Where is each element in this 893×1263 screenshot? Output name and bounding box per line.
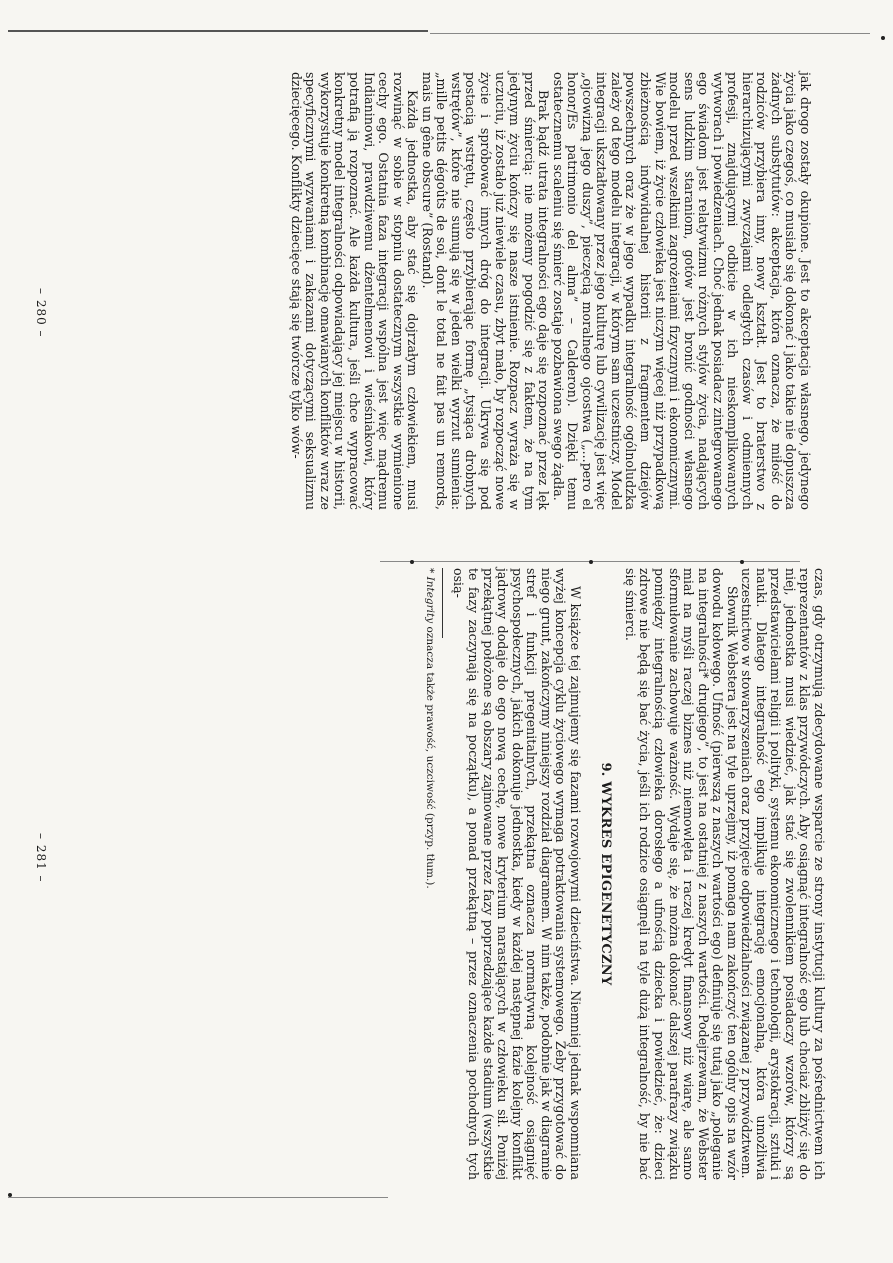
- scan-mark: [8, 1193, 12, 1197]
- footnote-rule: [442, 568, 443, 638]
- paragraph: Brak bądź utrata integralności ego daje się rozpoznać przez lęk przed śmiercią: nie możemy pogodzić się z faktem, że na tym jedynym życiu kończy się nasze istnienie. Rozpacz wyraża się w uczuciu, iż zostało już niewiele czasu, zbyt mało, by rozpocząć nowe życie i spróbować innych dróg do integracji. Ukrywa się pod postacią wstrętu, często przybierając formę „tysiąca drobnych wstrętów”, które nie sumują się w jeden wielki wyrzut sumienia: „mille petits dégoûts de soi, dont le total ne fait pas un remords, mais un gêne obscure” (Rostand).: [419, 72, 552, 510]
- scan-top-edge: [8, 30, 428, 32]
- chapter-heading: 9. WYKRES EPIGENETYCZNY: [598, 762, 614, 986]
- page-281-body-after: [451, 568, 582, 1180]
- paragraph: W książce tej zajmujemy się fazami rozwojowymi dzieciństwa. Niemniej jednak wspomniana wyżej koncepcja cyklu życiowego wymaga potraktowania systemowego. Żeby przygotować do niego grunt, zakończymy niniejszy rozdział diagramem. W nim także, podobnie jak w diagramie stref i funkcji pregenitalnych, przekątna oznacza normatywną kolejność osiągnięć psychospołecznych, jakich dokonuje jednostka, kiedy w każdej następnej fazie kolejny konflikt jądrowy dodaje do ego nową cechę, nowe kryterium narastających w człowieku sił. Poniżej przekątnej położone są obszary zajmowane przez fazy poprzedzające każde stadium (wszystkie te fazy zaczynają się na początku), a ponad przekątną – przez oznaczenia pochodnych tych osią-: [451, 568, 583, 1180]
- scan-top-edge-faint: [430, 33, 870, 34]
- scan-mark: [410, 560, 414, 564]
- page-280: [288, 72, 812, 510]
- scan-mark: [740, 560, 744, 564]
- page-281-body: [622, 568, 826, 1180]
- page-280-body: [288, 72, 812, 510]
- footnote-term: Integrity: [423, 576, 436, 624]
- page-number-281: – 281 –: [34, 833, 48, 883]
- paragraph: Słownik Webstera jest na tyle uprzejmy, iż pomaga nam zakończyć ten ogólny opis na wzór dowodu kołowego. Ufność (pierwszą z naszych wartości ego) definiuje się tutaj jako „poleganie na integralności* drugiego”, to jest na ostatniej z naszych wartości. Podejrzewam, że Webster miał na myśli raczej biznes niż niemowlęta i raczej kredyt finansowy niż wiarę, ale samo sformułowanie zachowuje ważność. Wydaje się, że można dokonać dalszej parafrazy związku pomiędzy integralnością człowieka dorosłego a ufnością dziecka i powiedzieć, że: dzieci zdrowe nie będą się bać życia, jeśli ich rodzice osiągnęli na tyle dużą integralność, by nie bać się śmierci.: [622, 568, 740, 1180]
- paragraph: jak drogo zostały okupione. Jest to akceptacja własnego, jedynego życia jako czegoś, co musiało się dokonać i jako takie nie dopuszcza żadnych substytutów: akceptacja, która oznacza, że miłość do rodziców przybiera inny, nowy kształt. Jest to braterstwo z hierarchizującymi zwyczajami odległych czasów i odmiennych profesji, znajdującymi odbicie w ich nieskomplikowanych wytworach i powiedzeniach. Choć jednak posiadacz zintegrowanego ego świadom jest relatywizmu różnych stylów życia, nadających sens ludzkim staraniom, gotów jest bronić godności własnego modelu przed wszelkimi zagrożeniami fizycznymi i ekonomicznymi. Wie bowiem, iż życie człowieka jest niczym więcej niż przypadkową zbieżnością indywidualnej historii z fragmentem dziejów powszechnych oraz że w jego wypadku integralność ogólnoludzka zależy od tego modelu integracji, w którym sam uczestniczy. Model integracji ukształtowany przez jego kulturę lub cywilizację jest więc „ojcowizną jego duszy”, pieczęcią moralnego ojcostwa („...pero el honor/Es patrimonio del alma” – Calderon). Dzięki temu ostatecznemu scaleniu się śmierć zostaje pozbawiona swego żądła.: [550, 72, 813, 510]
- scan-mark: [881, 36, 885, 40]
- page-281: [423, 568, 826, 1180]
- footnote-text: oznacza także prawość, uczciwość (przyp. tłum.).: [423, 623, 436, 889]
- page-number-280: – 280 –: [34, 288, 48, 338]
- paragraph: Każda jednostka, aby stać się dojrzałym człowiekiem, musi rozwinąć w sobie w stopniu dostatecznym wszystkie wymienione cechy ego. Ostatnia faza integracji wspólna jest więc mądremu Indianinowi, prawdziwemu dżentelmenowi i wieśniakowi, który potrafią ją rozpoznać. Ale każda kultura, jeśli chce wypracować konkretny model integralności odpowiadający jej miejscu w historii, wykorzystuje konkretną kombinację omawianych konfliktów wraz ze specyficznymi wyzwaniami i zakazami dotyczącymi seksualizmu dziecięcego. Konflikty dziecięce stają się twórcze tylko wów-: [288, 72, 421, 510]
- paragraph: czas, gdy otrzymują zdecydowane wsparcie ze strony instytucji kultury za pośrednictwem ich reprezentantów z klas przywódczych. Aby osiągnąć integralność ego lub chociaż zbliżyć się do niej, jednostka musi wiedzieć, jak stać się zwolennikiem posiadaczy wzorów, którzy są przedstawicielami religii i polityki, systemu ekonomicznego i technologii, arystokracji, sztuki i nauki. Dlatego integralność ego implikuje integrację emocjonalną, która umożliwia uczestnictwo w stowarzyszeniach oraz przyjęcie odpowiedzialności związanej z przywództwem.: [739, 568, 827, 1180]
- scan-bottom-edge: [8, 1197, 388, 1198]
- scan-mark: [589, 560, 593, 564]
- footnote: * Integrity oznacza także prawość, uczciwość (przyp. tłum.).: [423, 568, 436, 889]
